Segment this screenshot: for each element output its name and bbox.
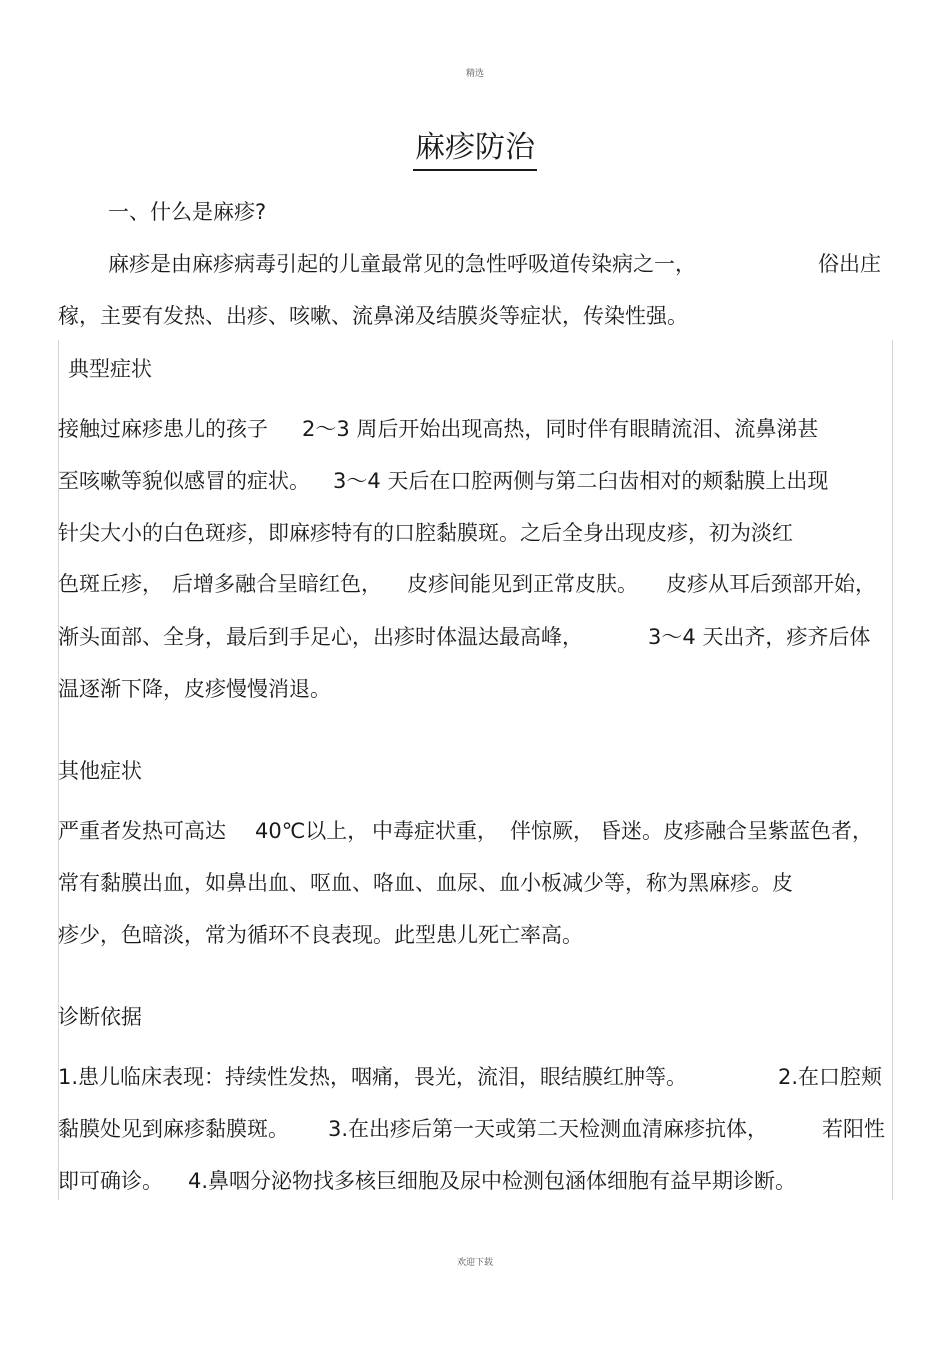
page-title: 麻疹防治 bbox=[0, 128, 950, 171]
typical-line-4d: 皮疹从耳后颈部开始， bbox=[666, 572, 876, 596]
typical-line-4a: 色斑丘疹， bbox=[58, 572, 163, 596]
footer-watermark: 欢迎下载 bbox=[456, 1258, 493, 1268]
diagnosis-heading: 诊断依据 bbox=[58, 1005, 142, 1029]
other-line-1e: 昏迷。皮疹融合呈紫蓝色者， bbox=[600, 819, 873, 843]
typical-line-4b: 后增多融合呈暗红色， bbox=[172, 572, 382, 596]
diagnosis-line-2c: 若阳性 bbox=[822, 1117, 885, 1141]
intro-line-2: 稼，主要有发热、出疹、咳嗽、流鼻涕及结膜炎等症状，传染性强。 bbox=[58, 304, 688, 328]
intro-question: 一、什么是麻疹? bbox=[108, 200, 267, 224]
other-symptoms-heading: 其他症状 bbox=[58, 759, 142, 783]
diagnosis-line-3a: 即可确诊。 bbox=[58, 1169, 163, 1193]
diagnosis-line-1b: 2.在口腔颊 bbox=[778, 1065, 883, 1089]
other-line-1d: 伴惊厥， bbox=[510, 819, 594, 843]
typical-line-4c: 皮疹间能见到正常皮肤。 bbox=[407, 572, 638, 596]
other-line-1a: 严重者发热可高达 bbox=[58, 819, 226, 843]
typical-line-3: 针尖大小的白色斑疹，即麻疹特有的口腔黏膜斑。之后全身出现皮疹，初为淡红 bbox=[58, 521, 793, 545]
typical-line-1b: 2～3 周后开始出现高热，同时伴有眼睛流泪、流鼻涕甚 bbox=[302, 417, 819, 441]
typical-line-1a: 接触过麻疹患儿的孩子 bbox=[58, 417, 268, 441]
diagnosis-line-3b: 4.鼻咽分泌物找多核巨细胞及尿中检测包涵体细胞有益早期诊断。 bbox=[188, 1169, 797, 1193]
typical-line-5a: 渐头面部、全身，最后到手足心，出疹时体温达最高峰， bbox=[58, 625, 583, 649]
other-line-1c: 中毒症状重， bbox=[372, 819, 498, 843]
diagnosis-line-2b: 3.在出疹后第一天或第二天检测血清麻疹抗体， bbox=[328, 1117, 769, 1141]
typical-symptoms-heading: 典型症状 bbox=[68, 357, 152, 381]
diagnosis-line-2a: 黏膜处见到麻疹黏膜斑。 bbox=[58, 1117, 289, 1141]
other-line-3: 疹少，色暗淡，常为循环不良表现。此型患儿死亡率高。 bbox=[58, 923, 583, 947]
typical-line-5b: 3～4 天出齐，疹齐后体 bbox=[648, 625, 871, 649]
diagnosis-line-1a: 1.患儿临床表现：持续性发热，咽痛，畏光，流泪，眼结膜红肿等。 bbox=[58, 1065, 688, 1089]
other-line-1b: 40℃以上， bbox=[255, 819, 369, 843]
typical-line-6: 温逐渐下降，皮疹慢慢消退。 bbox=[58, 677, 331, 701]
right-border-line bbox=[892, 340, 893, 1200]
typical-line-2b: 3～4 天后在口腔两侧与第二臼齿相对的颊黏膜上出现 bbox=[333, 469, 829, 493]
intro-line-1a: 麻疹是由麻疹病毒引起的儿童最常见的急性呼吸道传染病之一， bbox=[108, 252, 696, 276]
header-watermark: 精选 bbox=[465, 69, 484, 79]
intro-line-1b: 俗出庄 bbox=[818, 252, 881, 276]
other-line-2: 常有黏膜出血，如鼻出血、呕血、咯血、血尿、血小板减少等，称为黑麻疹。皮 bbox=[58, 871, 793, 895]
typical-line-2a: 至咳嗽等貌似感冒的症状。 bbox=[58, 469, 310, 493]
